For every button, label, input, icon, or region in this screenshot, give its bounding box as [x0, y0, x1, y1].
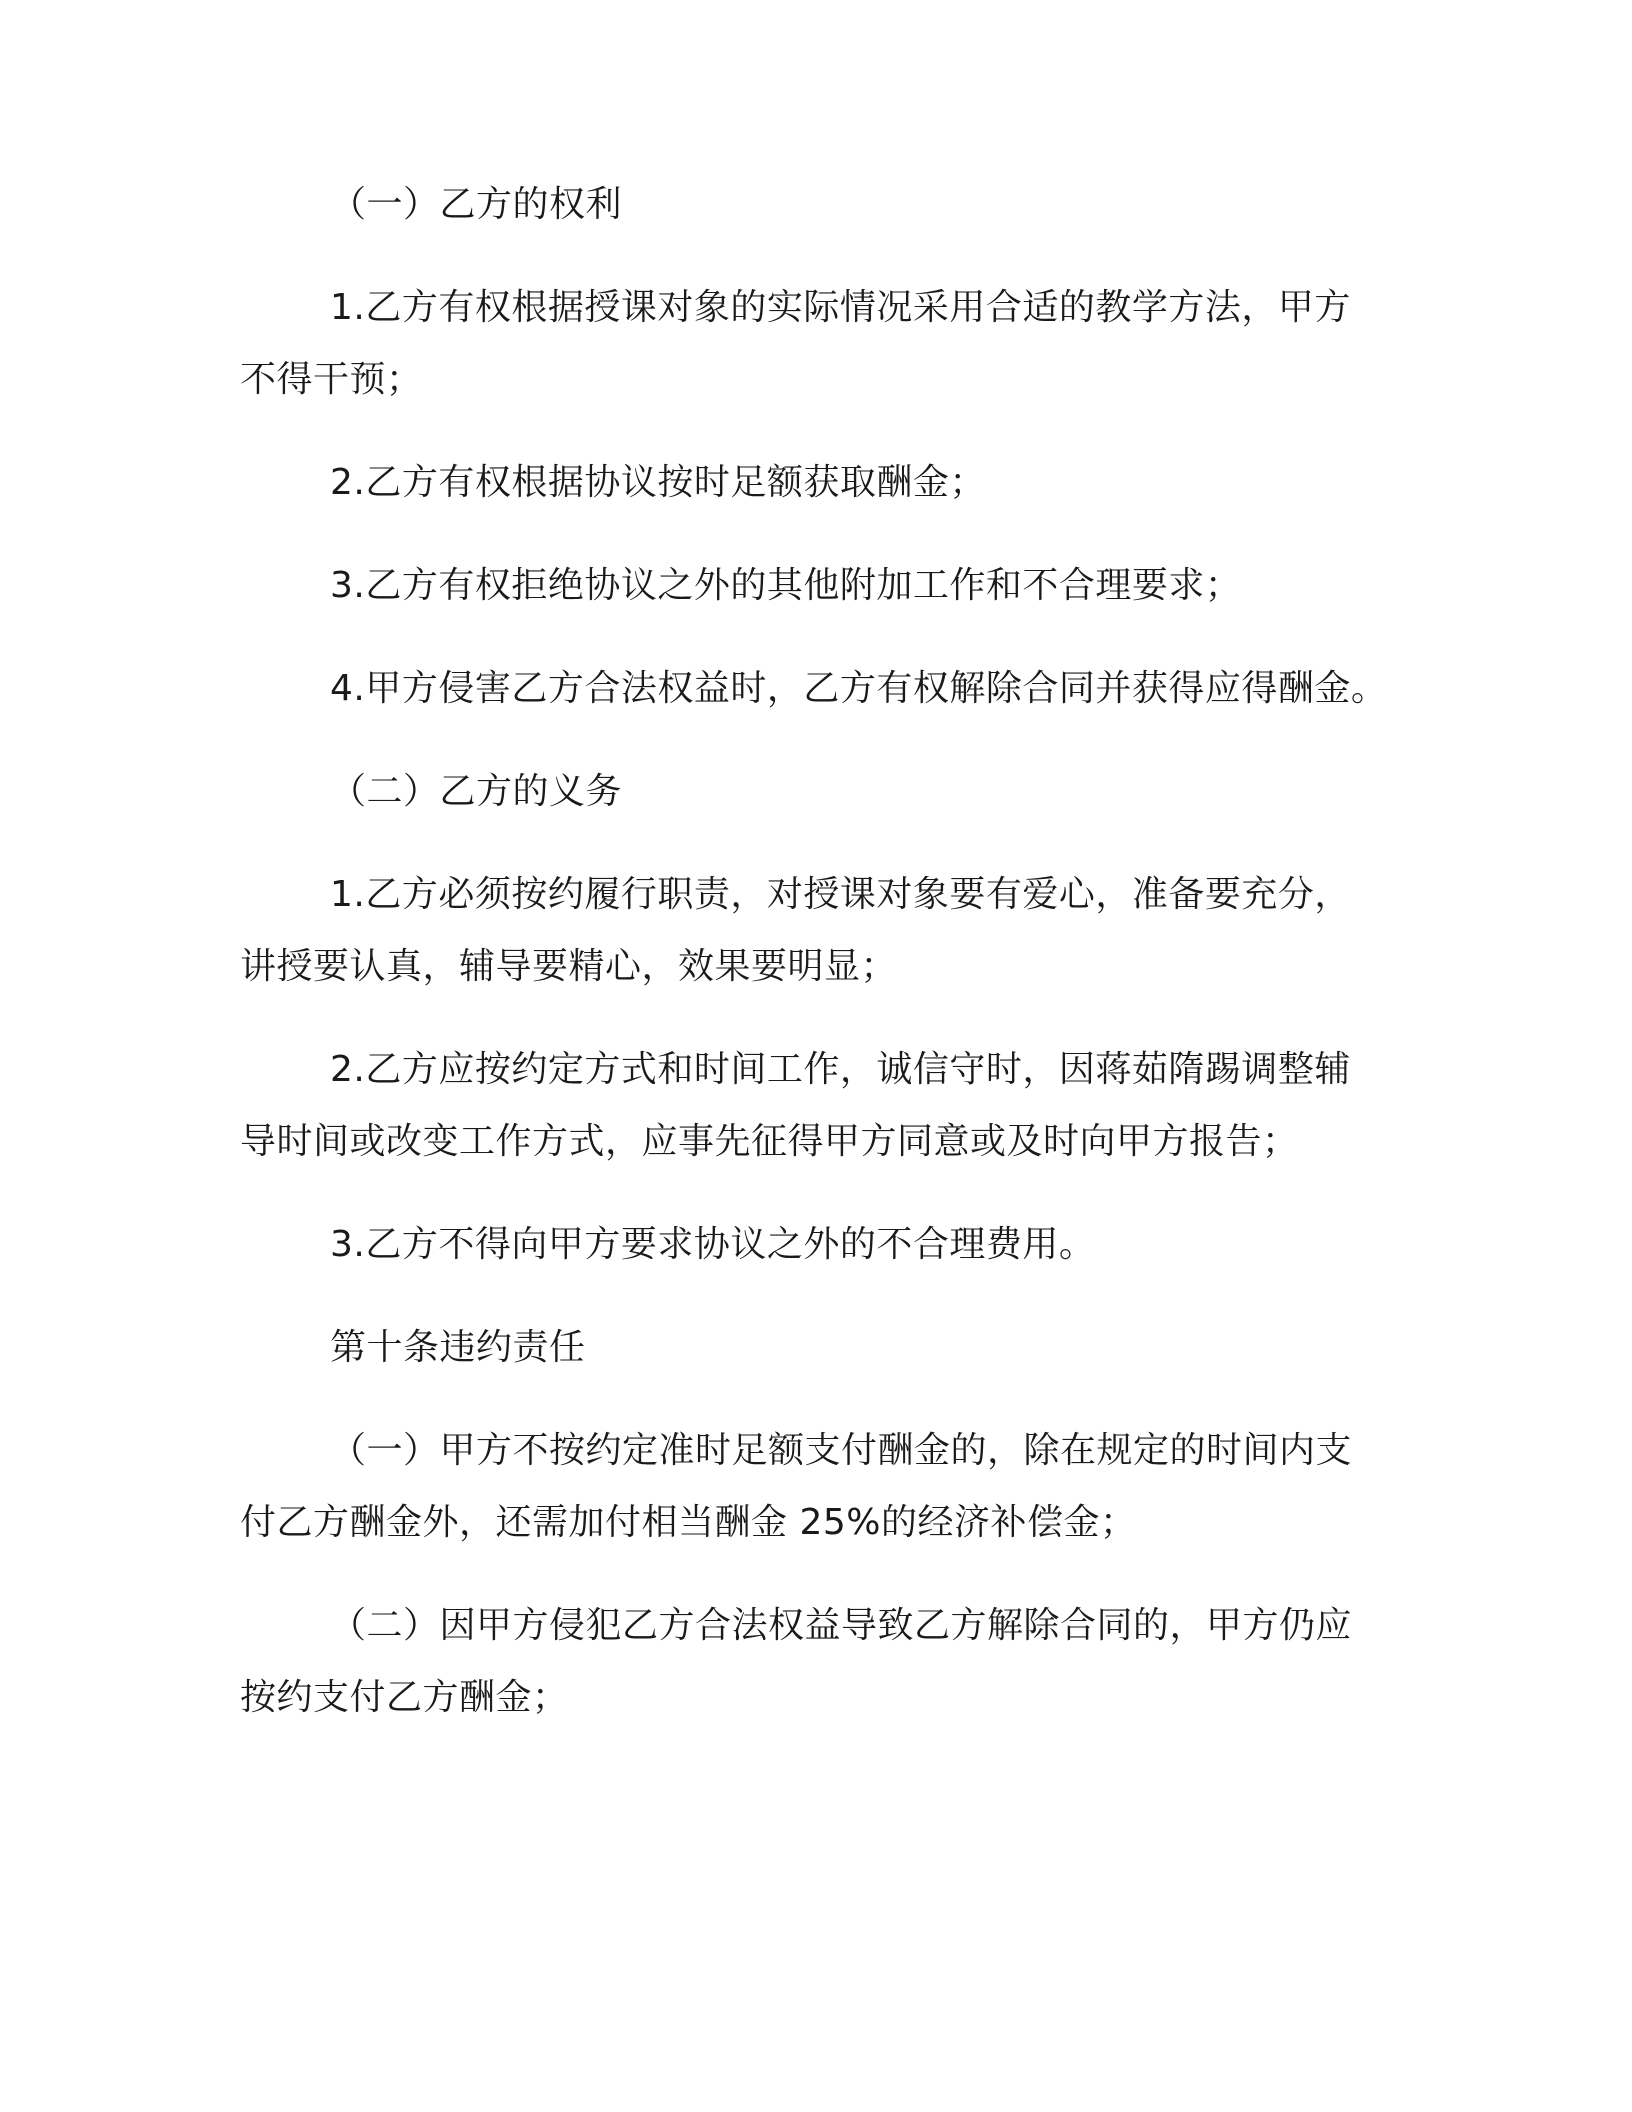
paragraph-line: 导时间或改变工作方式，应事先征得甲方同意或及时向甲方报告； — [240, 1121, 1299, 1162]
section-heading-duties: （二）乙方的义务 — [330, 771, 623, 812]
paragraph-line: （一）甲方不按约定准时足额支付酬金的，除在规定的时间内支 — [330, 1430, 1353, 1471]
document-body — [240, 180, 1390, 1723]
paragraph-line: 4.甲方侵害乙方合法权益时，乙方有权解除合同并获得应得酬金。 — [330, 668, 1388, 709]
paragraph-line: 2.乙方有权根据协议按时足额获取酬金； — [330, 462, 986, 503]
paragraph-line: （二）因甲方侵犯乙方合法权益导致乙方解除合同的，甲方仍应 — [330, 1605, 1353, 1646]
paragraph-line: 1.乙方必须按约履行职责，对授课对象要有爱心，准备要充分， — [330, 874, 1351, 915]
paragraph-line: 3.乙方有权拒绝协议之外的其他附加工作和不合理要求； — [330, 565, 1242, 606]
paragraph-line: 按约支付乙方酬金； — [240, 1677, 569, 1718]
paragraph-line: 1.乙方有权根据授课对象的实际情况采用合适的教学方法，甲方 — [330, 287, 1351, 328]
paragraph-line: 付乙方酬金外，还需加付相当酬金 25%的经济补偿金； — [240, 1502, 1137, 1543]
section-heading-rights: （一）乙方的权利 — [330, 184, 623, 225]
article-heading-liability: 第十条违约责任 — [330, 1327, 586, 1368]
paragraph-line: 讲授要认真，辅导要精心，效果要明显； — [240, 946, 898, 987]
paragraph-line: 2.乙方应按约定方式和时间工作，诚信守时，因蒋茹隋踢调整辅 — [330, 1049, 1351, 1090]
paragraph-line: 不得干预； — [240, 359, 423, 400]
paragraph-line: 3.乙方不得向甲方要求协议之外的不合理费用。 — [330, 1224, 1096, 1265]
